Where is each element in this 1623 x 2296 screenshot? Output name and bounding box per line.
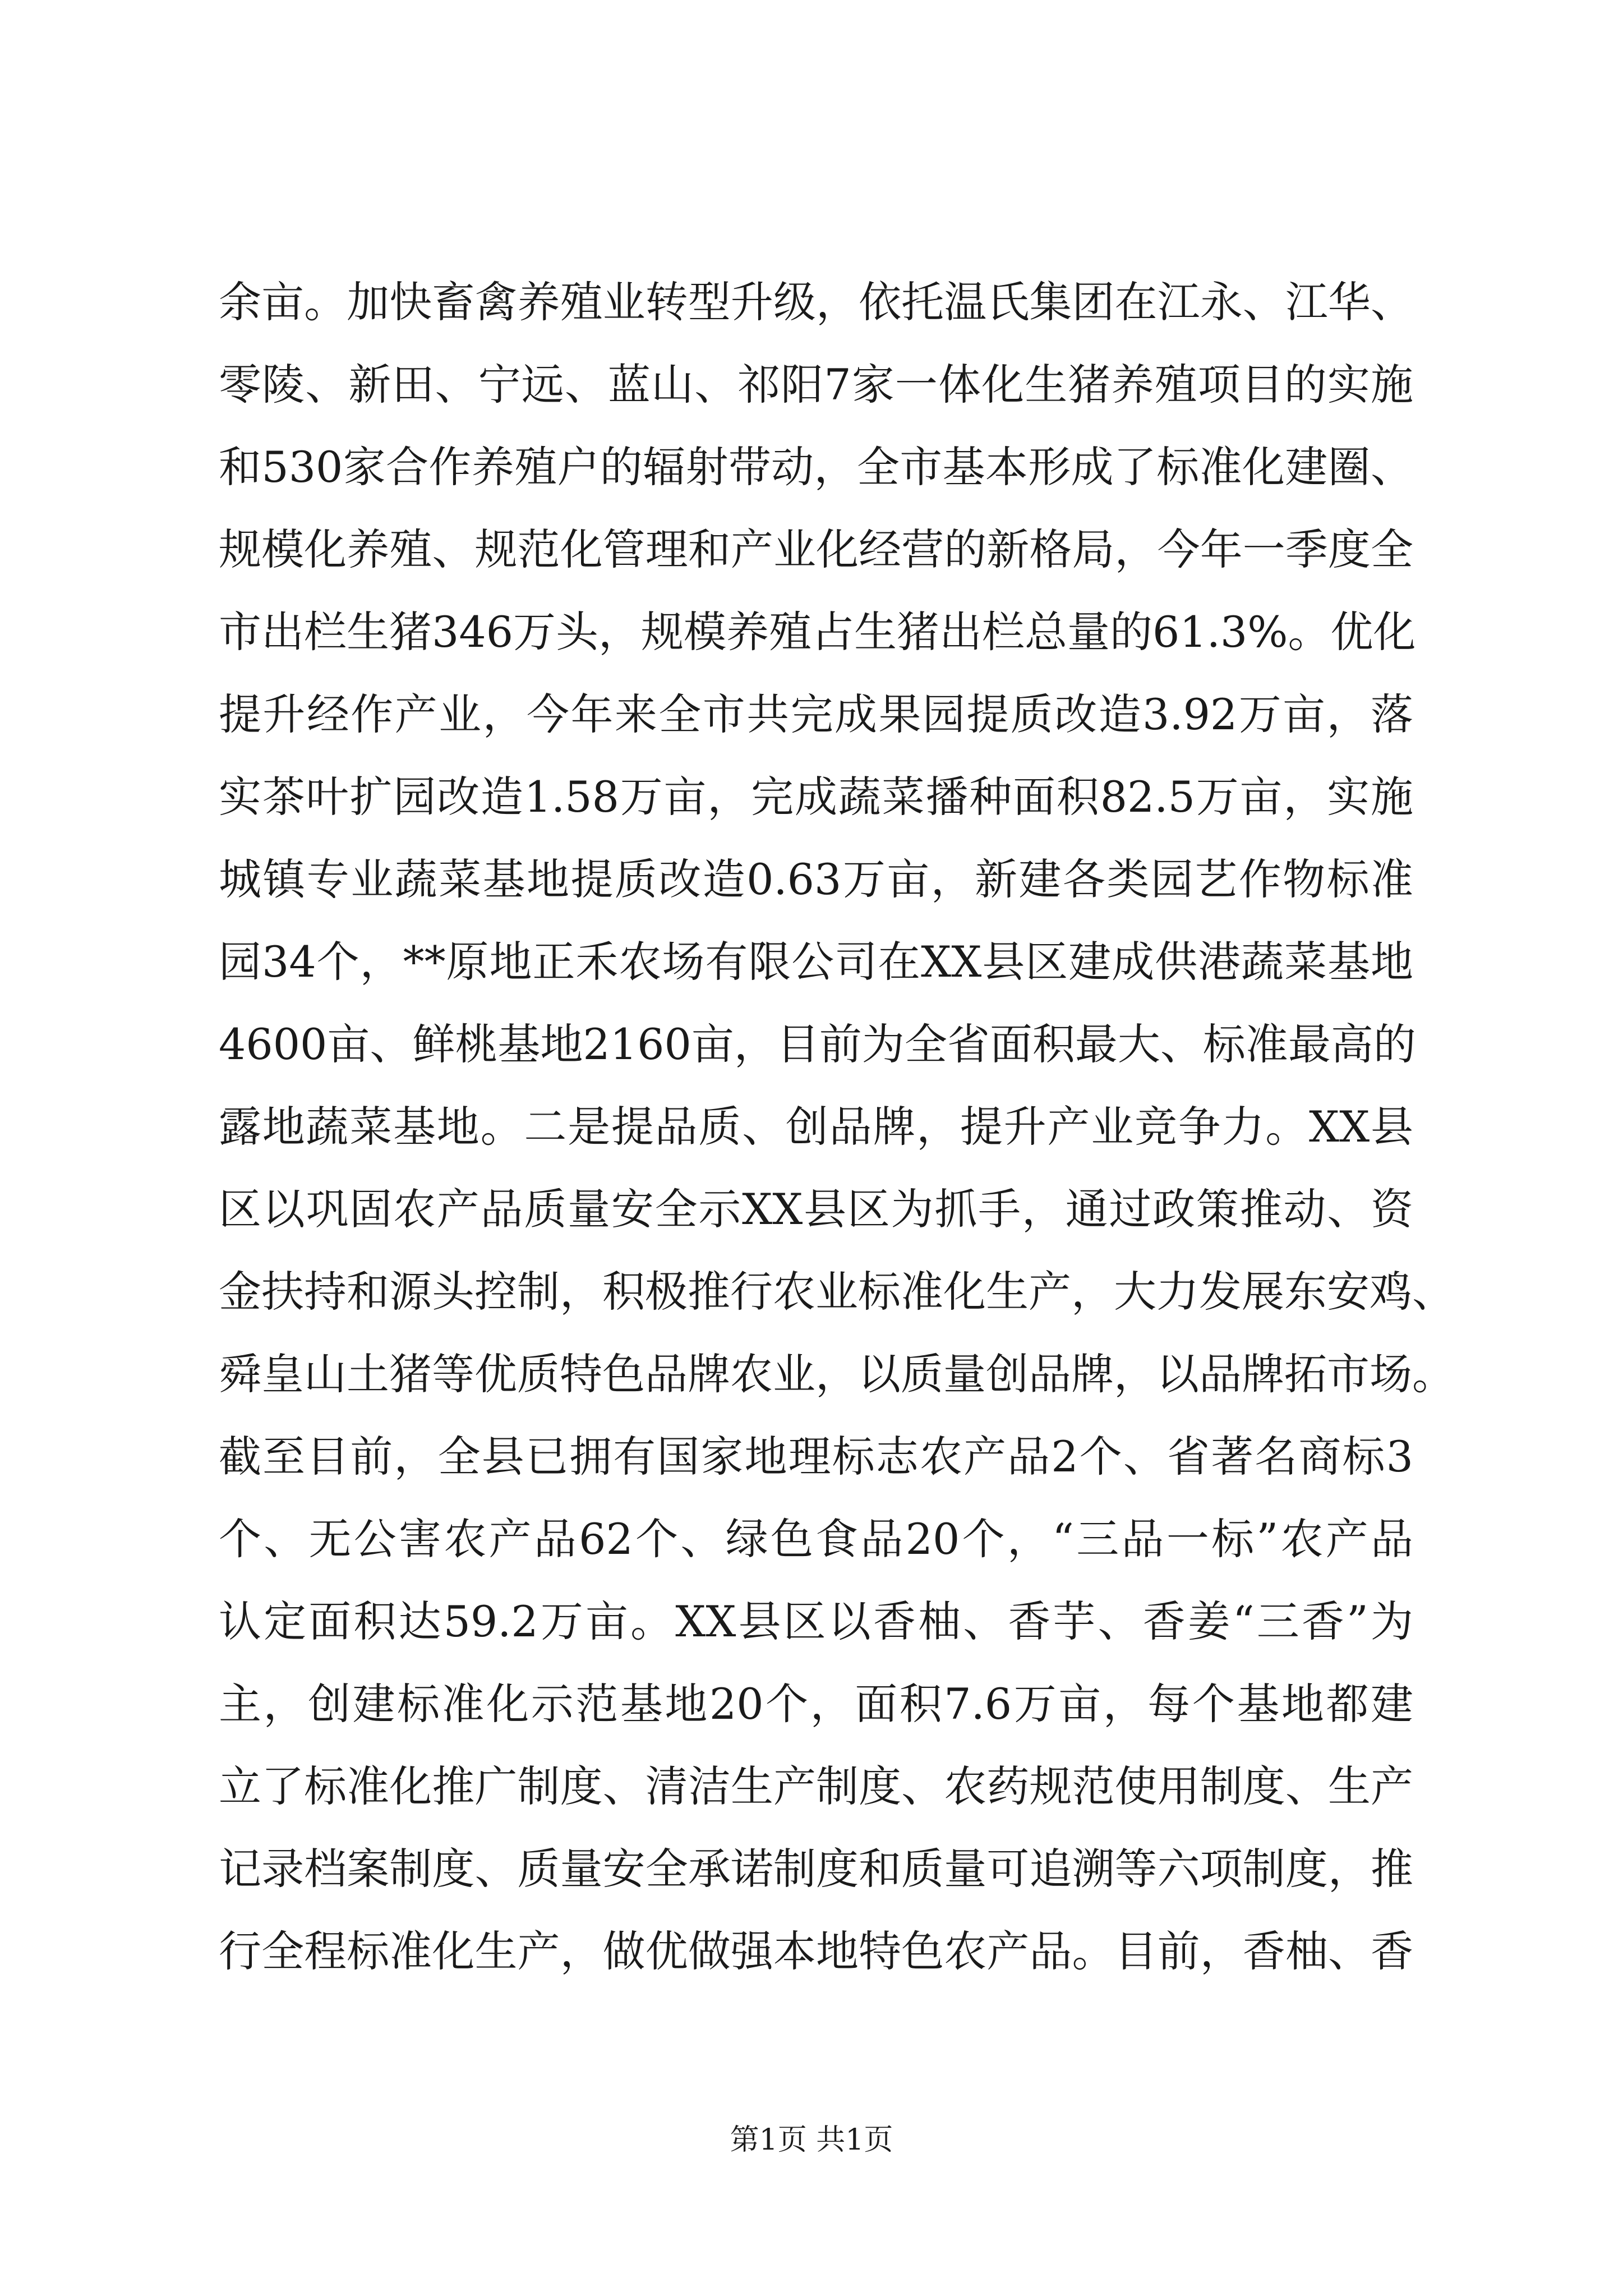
text-line-20: 记录档案制度、质量安全承诺制度和质量可追溯等六项制度，推	[219, 1844, 1413, 1894]
text-line-21: 行全程标准化生产，做优做强本地特色农产品。目前，香柚、香	[219, 1926, 1413, 1976]
text-line-5: 市出栏生猪346万头，规模养殖占生猪出栏总量的61.3%。优化	[219, 607, 1416, 657]
body-paragraph	[219, 261, 1455, 1993]
text-line-12: 区以巩固农产品质量安全示XX县区为抓手，通过政策推动、资	[219, 1184, 1413, 1234]
text-line-13: 金扶持和源头控制，积极推行农业标准化生产，大力发展东安鸡、	[219, 1267, 1455, 1317]
text-line-19: 立了标准化推广制度、清洁生产制度、农药规范使用制度、生产	[219, 1761, 1413, 1811]
text-line-10: 4600亩、鲜桃基地2160亩，目前为全省面积最大、标准最高的	[219, 1019, 1416, 1069]
text-line-17: 认定面积达59.2万亩。XX县区以香柚、香芋、香姜“三香”为	[219, 1596, 1413, 1646]
text-line-6: 提升经作产业，今年来全市共完成果园提质改造3.92万亩，落	[219, 689, 1413, 739]
text-line-3: 和530家合作养殖户的辐射带动，全市基本形成了标准化建圈、	[219, 442, 1413, 492]
text-line-4: 规模化养殖、规范化管理和产业化经营的新格局，今年一季度全	[219, 524, 1413, 574]
text-line-7: 实茶叶扩园改造1.58万亩，完成蔬菜播种面积82.5万亩，实施	[219, 772, 1413, 822]
page-footer: 第1页 共1页	[730, 2123, 893, 2157]
text-line-9: 园34个，**原地正禾农场有限公司在XX县区建成供港蔬菜基地	[219, 937, 1413, 987]
text-line-16: 个、无公害农产品62个、绿色食品20个，“三品一标”农产品	[219, 1514, 1413, 1564]
text-line-8: 城镇专业蔬菜基地提质改造0.63万亩，新建各类园艺作物标准	[219, 854, 1413, 904]
text-line-18: 主，创建标准化示范基地20个，面积7.6万亩，每个基地都建	[219, 1679, 1413, 1729]
text-line-11: 露地蔬菜基地。二是提品质、创品牌，提升产业竞争力。XX县	[219, 1102, 1413, 1152]
text-line-2: 零陵、新田、宁远、蓝山、祁阳7家一体化生猪养殖项目的实施	[219, 360, 1413, 409]
text-line-15: 截至目前，全县已拥有国家地理标志农产品2个、省著名商标3	[219, 1432, 1413, 1481]
text-line-14: 舜皇山土猪等优质特色品牌农业，以质量创品牌，以品牌拓市场。	[219, 1349, 1455, 1399]
text-line-1: 余亩。加快畜禽养殖业转型升级，依托温氏集团在江永、江华、	[219, 277, 1413, 327]
